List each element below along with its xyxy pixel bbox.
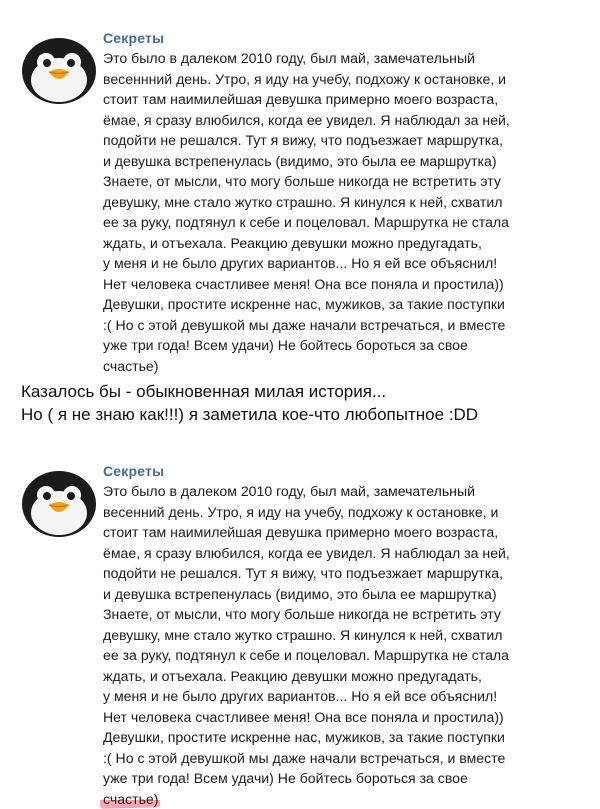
line-text: евушку, мне стало жутко страшно. Я кинулся к ней, схватил [111,194,502,210]
highlighted-word: уже три года [103,768,186,789]
post-line [103,686,543,707]
line-text: и не было других вариантов... Но я ей все объяснил! [147,255,497,271]
highlighted-word: е [103,645,111,666]
highlighted-word: д [103,625,111,646]
line-text: е за руку, подтянул к себе и поцеловал. Маршрутка не стала [111,214,509,230]
post-line [103,356,543,377]
post-line [103,522,543,543]
line-start: у меня [103,255,147,271]
highlighted-word: ж [103,666,112,687]
post-line [103,584,543,605]
line-text: одойти не решался. Тут я вижу, что подъезжает маршрутка, [111,132,503,148]
highlighted-word: Девушки [103,727,160,748]
line-start: Девушки [103,296,160,312]
line-start: Нет [103,276,127,292]
line-start: с [103,91,110,107]
line-text: есеннний день. Утро, я иду на учебу, подхожу к остановке, и [110,71,506,87]
line-text: тоит там наимилейшая девушка примерно моего возраста, [110,524,498,540]
post-line [103,502,543,523]
penguin-icon [18,28,100,110]
line-start: ё [103,112,111,128]
post-line [103,707,543,728]
line-text: было в далеком 2010 году, был май, замечательный [127,50,475,66]
post-line [103,666,543,687]
line-text: дать, и отъехала. Реакцию девушки можно предугадать, [112,235,481,251]
line-text: девушка встрепенулась (видимо, это была ее маршрутка) [111,586,497,602]
line-text: человека счастливее меня! Она все поняла и простила)) [127,709,504,725]
line-start: е [103,214,111,230]
highlighted-word: Это [103,481,127,502]
post-line [103,645,543,666]
line-start: :( [103,317,112,333]
line-text: наете, от мысли, что могу больше никогда не встретить эту [112,606,501,622]
post-line [103,212,543,233]
post-author[interactable]: Секреты [103,30,164,46]
line-text: дать, и отъехала. Реакцию девушки можно предугадать, [112,668,481,684]
post-line [103,727,543,748]
post-line [103,335,543,356]
highlighted-word: Нет [103,707,127,728]
line-start: п [103,132,111,148]
post-line [103,89,543,110]
line-start: д [103,194,111,210]
post-author[interactable]: Секреты [103,463,164,479]
highlighted-word: и [103,584,111,605]
post-line [103,233,543,254]
line-text: , простите искренне нас, мужиков, за такие поступки [160,729,505,745]
line-text: Но с этой девушкой мы даже начали встречаться, и вместе [112,750,506,766]
line-start: уже три года [103,337,186,353]
line-text: есенний день. Утро, я иду на учебу, подхожу к остановке, и [111,504,499,520]
line-text: человека счастливее меня! Она все поняла и простила)) [127,276,504,292]
post-line [103,789,543,809]
line-start: и [103,153,111,169]
post-line [103,253,543,274]
post-line [103,543,543,564]
highlighted-word: у меня [103,686,147,707]
line-text: ! Всем удачи) Не бойтесь бороться за свое [186,337,468,353]
line-start: ж [103,235,112,251]
post-line [103,604,543,625]
highlighted-word: :( [103,748,112,769]
line-text: наете, от мысли, что могу больше никогда не встретить эту [112,173,501,189]
highlighted-word: счастье) [103,789,158,809]
post-line [103,69,543,90]
post-line [103,625,543,646]
post-line [103,48,543,69]
line-start: З [103,173,112,189]
post-text [103,481,543,809]
highlighted-word: в [103,502,111,523]
line-text: мае, я сразу влюбился, когда ее увидел. Я наблюдал за ней, [111,112,510,128]
caption-line-2: Но ( я не знаю как!!!) я заметила кое-что любопытное :DD [21,403,581,426]
highlighted-word: ё [103,543,111,564]
post-line [103,151,543,172]
line-text: ! Всем удачи) Не бойтесь бороться за свое [186,770,468,786]
line-text: и не было других вариантов... Но я ей все объяснил! [147,688,497,704]
line-text: , простите искренне нас, мужиков, за такие поступки [160,296,505,312]
caption-line-1: Казалось бы - обыкновенная милая история... [21,380,581,403]
post-line [103,315,543,336]
line-text: е за руку, подтянул к себе и поцеловал. Маршрутка не стала [111,647,509,663]
line-start: Это [103,50,127,66]
post-line [103,481,543,502]
line-start: счастье) [103,358,158,374]
post-line [103,171,543,192]
highlighted-word: с [103,522,110,543]
line-start: в [103,71,110,87]
line-text: девушка встрепенулась (видимо, это была ее маршрутка) [111,153,497,169]
highlighted-word: З [103,604,112,625]
line-text: одойти не решался. Тут я вижу, что подъезжает маршрутка, [111,565,503,581]
line-text: мае, я сразу влюбился, когда ее увидел. Я наблюдал за ней, [111,545,510,561]
caption [21,380,581,426]
post-line [103,192,543,213]
post-line [103,768,543,789]
post-line [103,274,543,295]
line-text: Но с этой девушкой мы даже начали встречаться, и вместе [112,317,506,333]
post-line [103,110,543,131]
post-text [103,48,543,376]
line-text: тоит там наимилейшая девушка примерно моего возраста, [110,91,498,107]
post-line [103,130,543,151]
post-line [103,563,543,584]
line-text: было в далеком 2010 году, был май, замечательный [127,483,475,499]
post-line [103,748,543,769]
post-line [103,294,543,315]
penguin-icon [18,461,100,543]
highlighted-word: п [103,563,111,584]
line-text: евушку, мне стало жутко страшно. Я кинулся к ней, схватил [111,627,502,643]
